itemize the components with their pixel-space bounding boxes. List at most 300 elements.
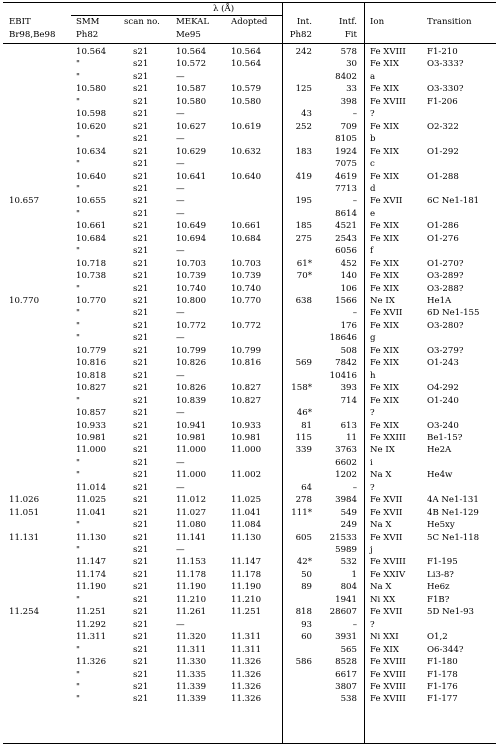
header-row-1: [3, 16, 496, 29]
smm-cell: ": [76, 159, 80, 170]
ion-cell: Fe XIX: [370, 221, 399, 232]
adopted-cell: 10.580: [231, 96, 262, 107]
smm-cell: ": [76, 694, 80, 705]
ion-cell: g: [370, 333, 376, 344]
int-cell: 252: [295, 121, 312, 132]
table-row: [3, 469, 496, 481]
adopted-cell: 10.619: [231, 121, 262, 132]
int-cell: 275: [295, 233, 312, 244]
ion-cell: Fe XVIII: [370, 657, 406, 668]
mekal-cell: 10.839: [176, 395, 207, 406]
transition-cell: F1-206: [427, 96, 458, 107]
ion-cell: Fe XVIII: [370, 669, 406, 680]
col-intf-header: Intf.: [339, 17, 357, 27]
transition-cell: 6C Ne1-181: [427, 196, 480, 207]
smm-cell: 10.816: [76, 358, 107, 369]
transition-cell: He5xy: [427, 520, 455, 531]
smm-cell: 11.014: [76, 482, 107, 493]
transition-cell: O1-288: [427, 171, 459, 182]
adopted-cell: 10.740: [231, 283, 262, 294]
col-ion-header: Ion: [370, 17, 385, 27]
adopted-cell: 10.981: [231, 432, 262, 443]
table-row: [3, 507, 496, 519]
mekal-cell: 10.627: [176, 121, 207, 132]
table-row: [3, 594, 496, 606]
mekal-cell: —: [176, 196, 185, 207]
intf-cell: 33: [346, 84, 357, 95]
scan-cell: s21: [133, 333, 149, 344]
ion-cell: Ni XX: [370, 594, 396, 605]
transition-cell: O3-240: [427, 420, 459, 431]
int-cell: 60: [301, 632, 312, 643]
int-cell: 93: [301, 619, 312, 630]
table-row: [3, 420, 496, 432]
ion-cell: Fe XVIII: [370, 681, 406, 692]
int-cell: 818: [295, 607, 312, 618]
scan-cell: s21: [133, 420, 149, 431]
table-row: [3, 58, 496, 70]
scan-cell: s21: [133, 582, 149, 593]
adopted-cell: 10.640: [231, 171, 262, 182]
smm-cell: 10.779: [76, 345, 107, 356]
col-mekal-subheader: Me95: [176, 30, 201, 40]
adopted-cell: 10.684: [231, 233, 262, 244]
smm-cell: 10.598: [76, 109, 107, 120]
smm-cell: ": [76, 395, 80, 406]
intf-cell: 11: [346, 432, 357, 443]
table-row: [3, 258, 496, 270]
ion-cell: Fe XIX: [370, 84, 399, 95]
int-cell: 183: [295, 146, 312, 157]
intf-cell: 30: [346, 59, 357, 70]
table-row: [3, 71, 496, 83]
adopted-cell: 11.084: [231, 520, 262, 531]
intf-cell: –: [352, 308, 357, 319]
int-cell: 185: [295, 221, 312, 232]
adopted-cell: 10.770: [231, 296, 262, 306]
adopted-cell: 11.326: [231, 681, 262, 692]
mekal-cell: 10.587: [176, 84, 207, 95]
transition-cell: O3-333?: [427, 59, 464, 70]
scan-cell: s21: [133, 432, 149, 443]
table-row: [3, 283, 496, 295]
col-intf-subheader: Fit: [344, 30, 357, 40]
mekal-cell: 10.572: [176, 59, 207, 70]
int-cell: 242: [295, 47, 312, 57]
table-row: [3, 569, 496, 581]
scan-cell: s21: [133, 71, 149, 82]
intf-cell: 8528: [335, 657, 357, 668]
smm-cell: ": [76, 320, 80, 331]
intf-cell: 21533: [329, 532, 357, 543]
mekal-cell: —: [176, 159, 185, 170]
mekal-cell: 10.800: [176, 296, 207, 306]
scan-cell: s21: [133, 607, 149, 618]
int-cell: 339: [295, 445, 312, 456]
mekal-cell: 11.261: [176, 607, 207, 618]
smm-cell: 11.147: [76, 557, 107, 568]
intf-cell: 18646: [329, 333, 357, 344]
ion-cell: c: [370, 159, 375, 170]
intf-cell: 3763: [335, 445, 357, 456]
intf-cell: 804: [340, 582, 357, 593]
ion-cell: Fe XIX: [370, 358, 399, 369]
adopted-cell: 10.772: [231, 320, 262, 331]
transition-cell: He6z: [427, 582, 450, 593]
mekal-cell: —: [176, 208, 185, 219]
intf-cell: 249: [340, 520, 357, 531]
intf-cell: 7075: [335, 159, 357, 170]
table-row: [3, 581, 496, 593]
adopted-cell: 11.326: [231, 657, 262, 668]
adopted-cell: 11.130: [231, 532, 262, 543]
smm-cell: ": [76, 333, 80, 344]
mekal-cell: 11.330: [176, 657, 207, 668]
transition-cell: O3-280?: [427, 320, 464, 331]
scan-cell: s21: [133, 246, 149, 257]
intf-cell: 398: [340, 96, 357, 107]
ion-cell: Fe XIX: [370, 271, 399, 282]
ion-cell: Fe XVII: [370, 607, 403, 618]
transition-cell: Be1-15?: [427, 432, 463, 443]
adopted-cell: 10.661: [231, 221, 262, 232]
int-cell: 70*: [296, 271, 312, 282]
mekal-cell: 11.320: [176, 632, 207, 643]
scan-cell: s21: [133, 208, 149, 219]
table-row: [3, 494, 496, 506]
table-row: [3, 220, 496, 232]
smm-cell: ": [76, 681, 80, 692]
scan-cell: s21: [133, 370, 149, 381]
mekal-cell: 11.210: [176, 594, 207, 605]
mekal-cell: —: [176, 71, 185, 82]
smm-cell: ": [76, 308, 80, 319]
table-row: [3, 332, 496, 344]
intf-cell: 10416: [329, 370, 357, 381]
ebit-cell: 10.770: [9, 296, 40, 306]
intf-cell: –: [352, 109, 357, 120]
adopted-cell: 10.933: [231, 420, 262, 431]
transition-cell: F1-177: [427, 694, 458, 705]
smm-cell: 10.933: [76, 420, 107, 431]
smm-cell: 11.025: [76, 495, 107, 506]
ion-cell: Fe XVIII: [370, 96, 406, 107]
table-row: [3, 183, 496, 195]
int-cell: 115: [295, 432, 312, 443]
int-cell: 278: [295, 495, 312, 506]
adopted-cell: 11.147: [231, 557, 262, 568]
int-cell: 89: [301, 582, 312, 593]
table-row: [3, 46, 496, 58]
scan-cell: s21: [133, 694, 149, 705]
transition-cell: 4A Ne1-131: [427, 495, 479, 506]
adopted-cell: 11.000: [231, 445, 262, 456]
table-row: [3, 158, 496, 170]
table-row: [3, 357, 496, 369]
mekal-cell: 10.649: [176, 221, 207, 232]
transition-cell: O2-322: [427, 121, 459, 132]
adopted-cell: 10.579: [231, 84, 262, 95]
transition-cell: O1-240: [427, 395, 459, 406]
intf-cell: 28607: [329, 607, 357, 618]
table-row: [3, 681, 496, 693]
int-cell: 638: [295, 296, 312, 306]
smm-cell: ": [76, 283, 80, 294]
int-cell: 125: [295, 84, 312, 95]
ion-cell: Ni XXI: [370, 632, 399, 643]
smm-cell: ": [76, 470, 80, 481]
int-cell: 419: [295, 171, 312, 182]
mekal-cell: 10.826: [176, 358, 207, 369]
table-row: [3, 345, 496, 357]
smm-cell: 11.174: [76, 569, 107, 580]
scan-cell: s21: [133, 271, 149, 282]
int-cell: 43: [301, 109, 312, 120]
mekal-cell: 10.740: [176, 283, 207, 294]
smm-cell: 10.564: [76, 47, 107, 57]
transition-cell: O1-270?: [427, 258, 464, 269]
transition-cell: 6D Ne1-155: [427, 308, 480, 319]
table-row: [3, 195, 496, 207]
smm-cell: 11.311: [76, 632, 107, 643]
ion-cell: Ne IX: [370, 445, 395, 456]
mekal-cell: 10.799: [176, 345, 207, 356]
adopted-cell: 10.816: [231, 358, 262, 369]
mekal-cell: 11.080: [176, 520, 207, 531]
mekal-cell: —: [176, 333, 185, 344]
smm-cell: ": [76, 246, 80, 257]
col-ebit-header: EBIT: [9, 17, 31, 27]
col-smm-subheader: Ph82: [76, 30, 99, 40]
ion-cell: ?: [370, 109, 375, 120]
mekal-cell: 11.000: [176, 470, 207, 481]
transition-cell: He1A: [427, 296, 452, 306]
adopted-cell: 10.827: [231, 395, 262, 406]
mekal-cell: 10.580: [176, 96, 207, 107]
mekal-cell: 11.335: [176, 669, 207, 680]
mekal-cell: 11.141: [176, 532, 207, 543]
scan-cell: s21: [133, 171, 149, 182]
mekal-cell: —: [176, 183, 185, 194]
scan-cell: s21: [133, 358, 149, 369]
adopted-cell: 10.564: [231, 59, 262, 70]
smm-cell: 10.634: [76, 146, 107, 157]
smm-cell: 10.770: [76, 296, 107, 306]
int-cell: 586: [295, 657, 312, 668]
intf-cell: 5989: [335, 545, 357, 555]
table-row: [3, 233, 496, 245]
table-row: [3, 556, 496, 568]
mekal-cell: —: [176, 482, 185, 493]
mekal-cell: 10.981: [176, 432, 207, 443]
scan-cell: s21: [133, 545, 149, 555]
transition-cell: 4B Ne1-129: [427, 507, 479, 518]
table-row: [3, 370, 496, 382]
scan-cell: s21: [133, 320, 149, 331]
smm-cell: 10.827: [76, 383, 107, 394]
ion-cell: Fe XIX: [370, 171, 399, 182]
scan-cell: s21: [133, 445, 149, 456]
intf-cell: 3984: [335, 495, 357, 506]
table-row: [3, 307, 496, 319]
mekal-cell: 11.311: [176, 644, 207, 655]
header-rule: [3, 43, 496, 44]
ion-cell: Fe XVIII: [370, 47, 406, 57]
mekal-cell: 10.772: [176, 320, 207, 331]
intf-cell: 508: [340, 345, 357, 356]
scan-cell: s21: [133, 632, 149, 643]
scan-cell: s21: [133, 109, 149, 120]
mekal-cell: —: [176, 545, 185, 555]
scan-cell: s21: [133, 59, 149, 70]
ion-cell: Fe XIX: [370, 233, 399, 244]
ion-cell: Fe XIX: [370, 644, 399, 655]
smm-cell: 11.190: [76, 582, 107, 593]
intf-cell: 4619: [335, 171, 357, 182]
intf-cell: 452: [340, 258, 357, 269]
col-smm-header: SMM: [76, 17, 100, 27]
table-row: [3, 320, 496, 332]
mekal-cell: —: [176, 408, 185, 419]
ion-cell: Fe XVII: [370, 532, 403, 543]
adopted-cell: 10.827: [231, 383, 262, 394]
ion-cell: Fe XIX: [370, 320, 399, 331]
scan-cell: s21: [133, 520, 149, 531]
transition-cell: F1-180: [427, 657, 458, 668]
smm-cell: 11.251: [76, 607, 107, 618]
ion-cell: Fe XIX: [370, 146, 399, 157]
intf-cell: 6056: [335, 246, 357, 257]
smm-cell: ": [76, 71, 80, 82]
mekal-cell: —: [176, 619, 185, 630]
wavelength-group-label: λ (Å): [213, 4, 235, 14]
ion-cell: Fe XVIII: [370, 557, 406, 568]
intf-cell: 3931: [335, 632, 357, 643]
ion-cell: j: [370, 545, 373, 555]
int-cell: 64: [301, 482, 312, 493]
int-cell: 111*: [291, 507, 312, 518]
table-row: [3, 519, 496, 531]
ion-cell: ?: [370, 482, 375, 493]
ion-cell: Fe XXIII: [370, 432, 406, 443]
scan-cell: s21: [133, 669, 149, 680]
adopted-cell: 11.002: [231, 470, 262, 481]
intf-cell: 538: [340, 694, 357, 705]
scan-cell: s21: [133, 495, 149, 506]
table-row: [3, 96, 496, 108]
ion-cell: Fe XIX: [370, 121, 399, 132]
smm-cell: ": [76, 59, 80, 70]
table-row: [3, 631, 496, 643]
transition-cell: 5C Ne1-118: [427, 532, 480, 543]
transition-cell: O3-288?: [427, 283, 464, 294]
mekal-cell: 10.941: [176, 420, 207, 431]
smm-cell: ": [76, 183, 80, 194]
table-row: [3, 171, 496, 183]
smm-cell: ": [76, 96, 80, 107]
smm-cell: 10.684: [76, 233, 107, 244]
intf-cell: –: [352, 196, 357, 207]
ion-cell: h: [370, 370, 376, 381]
scan-cell: s21: [133, 283, 149, 294]
scan-cell: s21: [133, 233, 149, 244]
smm-cell: ": [76, 208, 80, 219]
intf-cell: 8614: [335, 208, 357, 219]
smm-cell: ": [76, 644, 80, 655]
smm-cell: 11.000: [76, 445, 107, 456]
ion-cell: Fe XIX: [370, 59, 399, 70]
mekal-cell: —: [176, 134, 185, 145]
adopted-cell: 11.190: [231, 582, 262, 593]
intf-cell: 106: [340, 283, 357, 294]
adopted-cell: 11.311: [231, 644, 262, 655]
mekal-cell: 11.178: [176, 569, 207, 580]
smm-cell: 11.130: [76, 532, 107, 543]
transition-cell: He4w: [427, 470, 453, 481]
table-row: [3, 544, 496, 556]
ion-cell: Fe XVII: [370, 495, 403, 506]
intf-cell: 1566: [335, 296, 357, 306]
mekal-cell: 11.339: [176, 681, 207, 692]
smm-cell: ": [76, 594, 80, 605]
scan-cell: s21: [133, 507, 149, 518]
adopted-cell: 10.799: [231, 345, 262, 356]
intf-cell: 7842: [335, 358, 357, 369]
ion-cell: Na X: [370, 582, 392, 593]
mekal-cell: 10.641: [176, 171, 207, 182]
smm-cell: 10.580: [76, 84, 107, 95]
transition-cell: O3-279?: [427, 345, 464, 356]
scan-cell: s21: [133, 644, 149, 655]
int-cell: 158*: [291, 383, 312, 394]
ion-cell: Fe XIX: [370, 383, 399, 394]
mekal-cell: —: [176, 246, 185, 257]
int-cell: 605: [295, 532, 312, 543]
transition-cell: O3-289?: [427, 271, 464, 282]
mekal-cell: 11.153: [176, 557, 207, 568]
smm-cell: 10.620: [76, 121, 107, 132]
col-mekal-header: MEKAL: [176, 17, 210, 27]
int-cell: 46*: [296, 408, 312, 419]
adopted-cell: 11.326: [231, 694, 262, 705]
transition-cell: He2A: [427, 445, 452, 456]
adopted-cell: 10.739: [231, 271, 262, 282]
ion-cell: Fe XIX: [370, 420, 399, 431]
ion-cell: b: [370, 134, 376, 145]
scan-cell: s21: [133, 96, 149, 107]
col-int-header: Int.: [296, 17, 312, 27]
scan-cell: s21: [133, 383, 149, 394]
scan-cell: s21: [133, 345, 149, 356]
table-row: [3, 407, 496, 419]
table-row: [3, 606, 496, 618]
smm-cell: ": [76, 669, 80, 680]
col-scan-header: scan no.: [124, 17, 160, 27]
ion-cell: Fe XVII: [370, 196, 403, 207]
ion-cell: Fe XIX: [370, 283, 399, 294]
mekal-cell: 11.027: [176, 507, 207, 518]
scan-cell: s21: [133, 569, 149, 580]
table-row: [3, 133, 496, 145]
smm-cell: 10.718: [76, 258, 107, 269]
mekal-cell: 11.000: [176, 445, 207, 456]
transition-cell: F1-210: [427, 47, 458, 57]
scan-cell: s21: [133, 308, 149, 319]
table-row: [3, 656, 496, 668]
transition-cell: O1-286: [427, 221, 459, 232]
intf-cell: 532: [340, 557, 357, 568]
scan-cell: s21: [133, 408, 149, 419]
